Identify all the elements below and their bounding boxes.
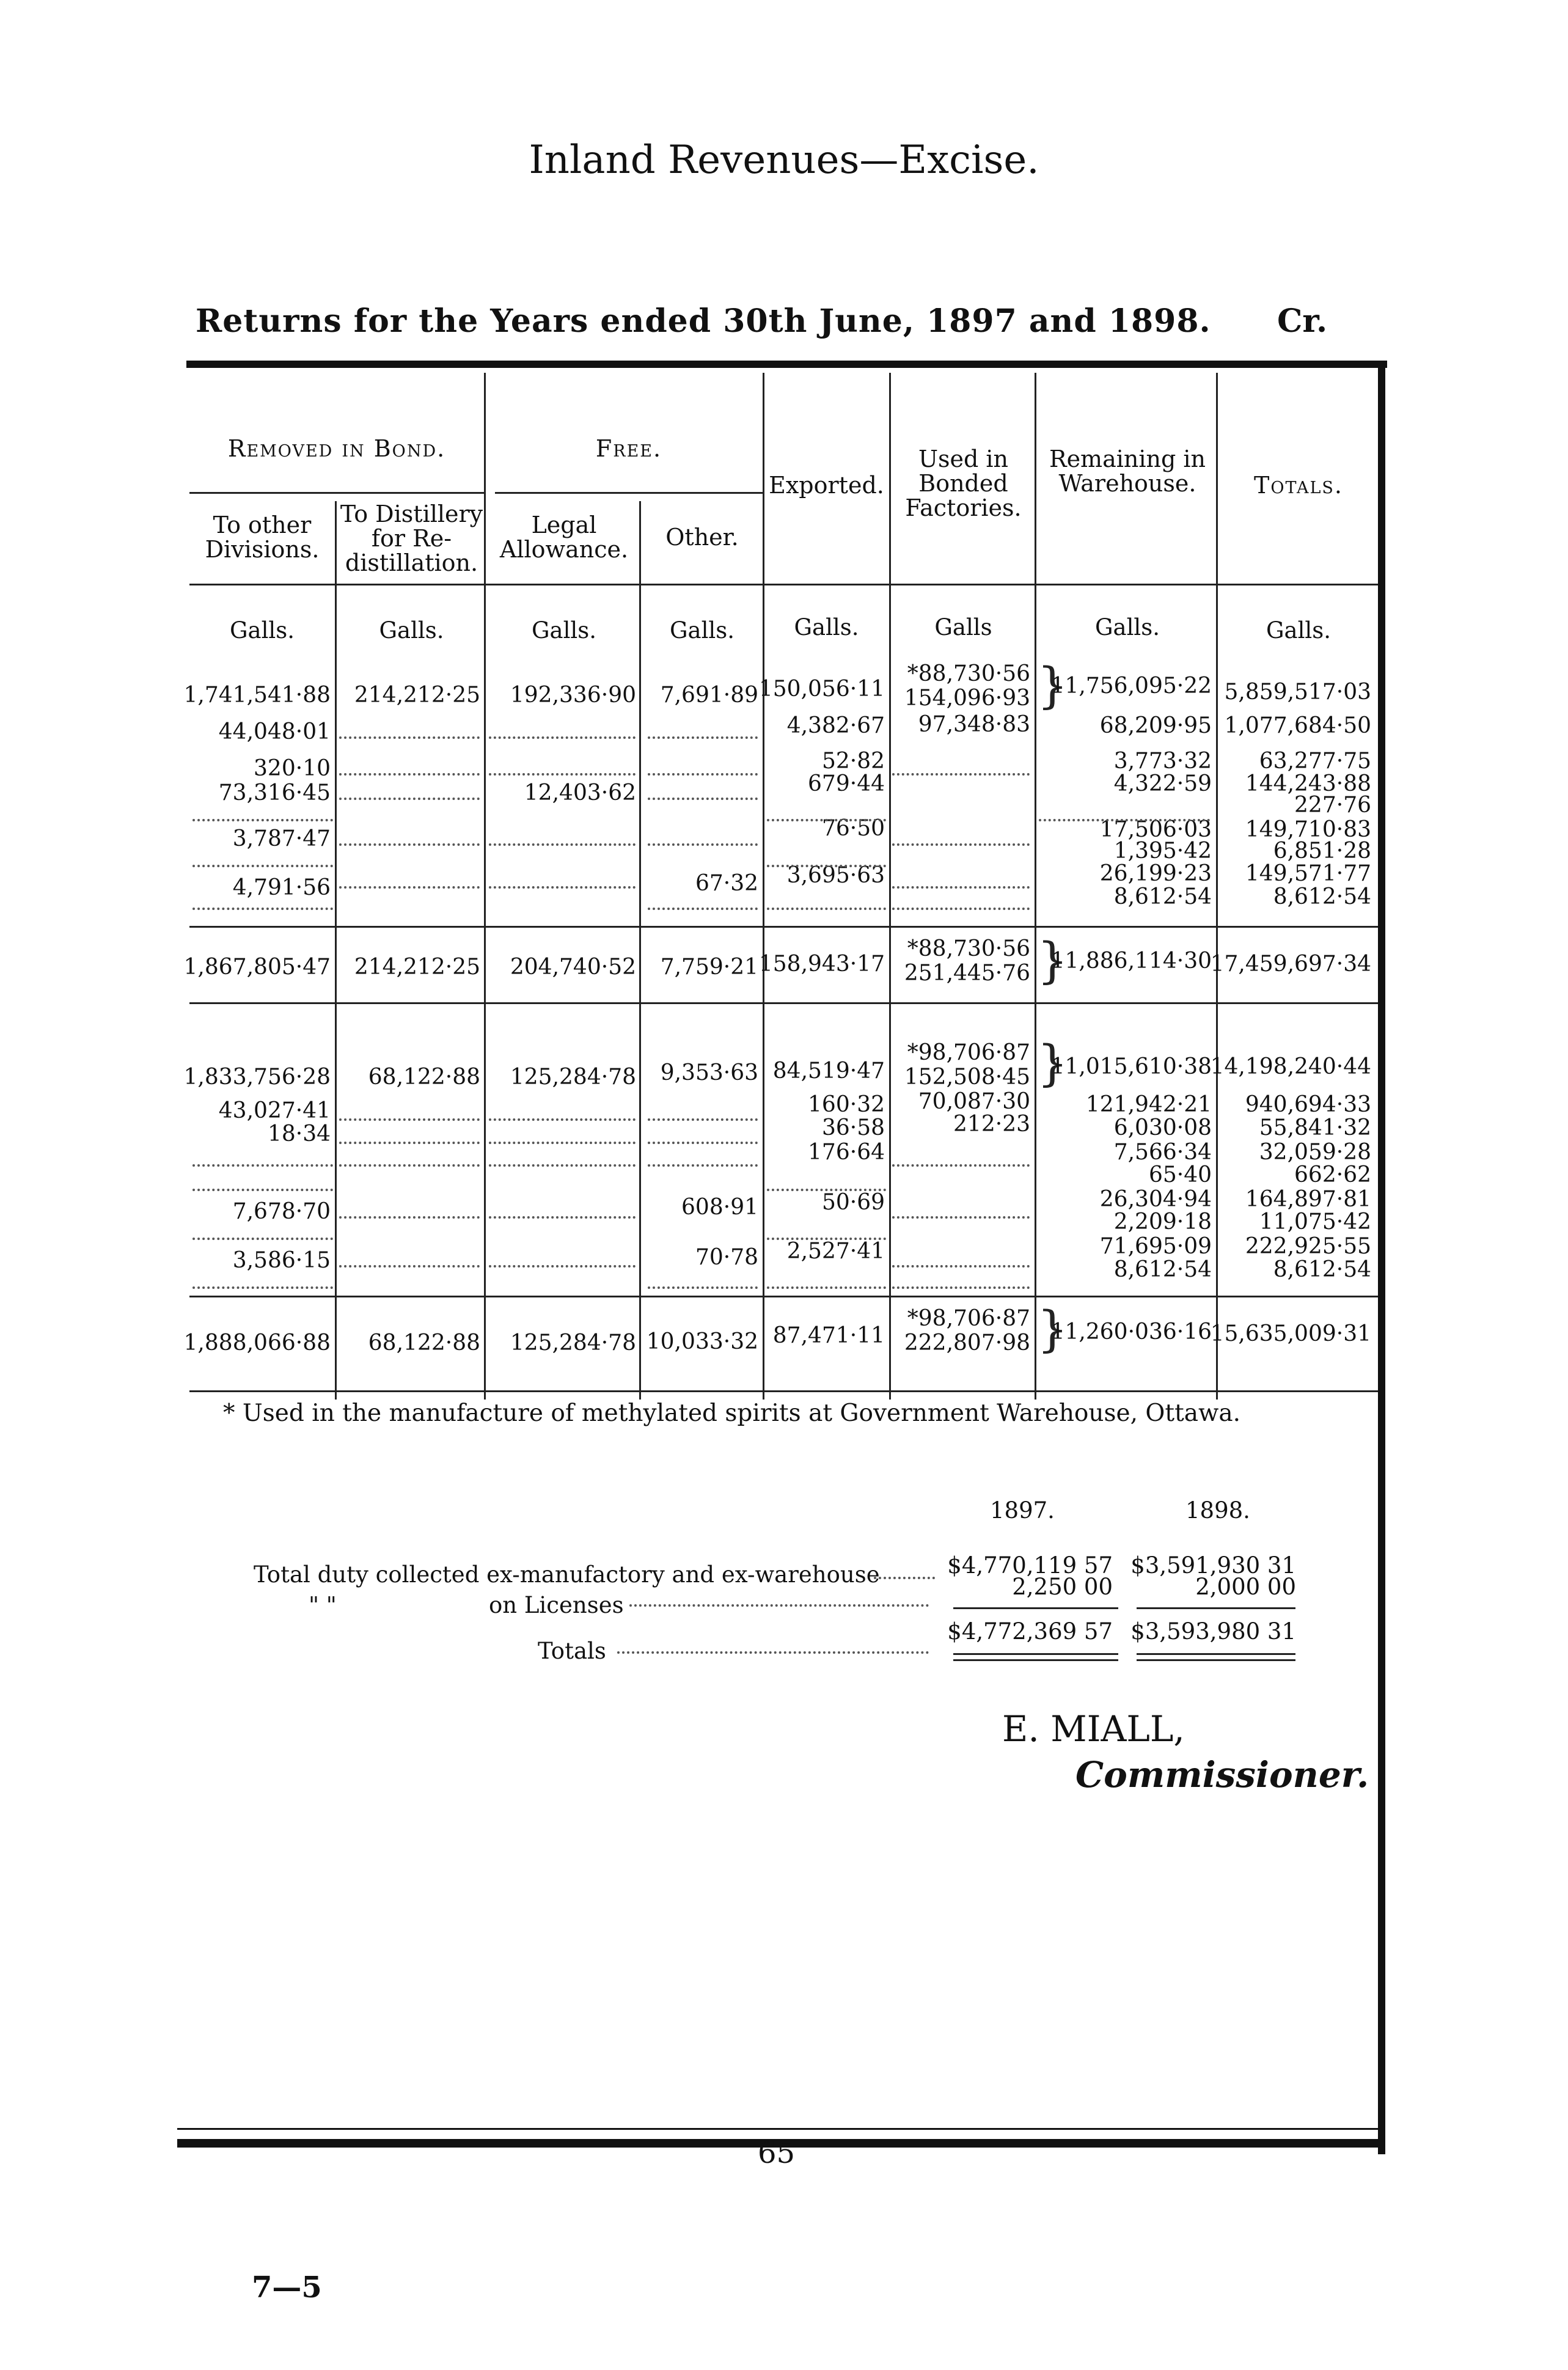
col-header-used-in-bonded-factories: Used in Bonded Factories. xyxy=(905,446,1022,521)
summary-total-1898: $3,593,980 31 xyxy=(1130,1618,1296,1645)
group-header-removed: Removed in Bond. xyxy=(227,435,446,462)
summary-total-1897: $4,772,369 57 xyxy=(947,1618,1113,1645)
leader-dots xyxy=(648,1164,758,1167)
table-cell: 18·34 xyxy=(267,1121,331,1146)
sheet-mark: 7—5 xyxy=(252,2270,322,2305)
table-cell: 154,096·93 xyxy=(904,686,1030,711)
summary-totals-label: Totals xyxy=(538,1638,606,1664)
col-header-totals: Totals. xyxy=(1253,472,1344,499)
column-rule xyxy=(763,373,764,1400)
leader-dots xyxy=(629,1604,929,1607)
table-total-cell: 1,888,066·88 xyxy=(183,1330,331,1356)
table-total-cell: 10,033·32 xyxy=(646,1329,758,1354)
column-rule xyxy=(639,501,641,1400)
col-header-to-other-divisions: To other Divisions. xyxy=(205,512,320,563)
table-cell: 6,030·08 xyxy=(1113,1115,1212,1140)
leader-dots xyxy=(339,1118,480,1121)
leader-dots xyxy=(892,773,1030,776)
leader-dots xyxy=(767,865,886,867)
unit-label: Galls. xyxy=(379,617,444,644)
group-rule xyxy=(189,492,484,494)
leader-dots xyxy=(339,1265,480,1268)
summary-year-1898: 1898. xyxy=(1185,1497,1250,1524)
table-cell: 7,691·89 xyxy=(660,683,758,708)
table-cell: 26,199·23 xyxy=(1099,861,1212,886)
leader-dots xyxy=(767,1238,886,1240)
table-total-cell: 222,807·98 xyxy=(904,1330,1030,1356)
table-cell: 8,612·54 xyxy=(1113,1257,1212,1282)
table-cell: 3,695·63 xyxy=(786,863,885,888)
unit-label: Galls xyxy=(934,614,992,640)
table-cell: 71,695·09 xyxy=(1099,1234,1212,1259)
table-cell: 68,122·88 xyxy=(368,1065,480,1090)
table-total-cell: 158,943·17 xyxy=(758,952,885,977)
table-total-cell: 11,886,114·30 xyxy=(1050,948,1212,974)
table-cell: 7,678·70 xyxy=(232,1199,331,1224)
leader-dots xyxy=(489,1118,636,1121)
summary-year-1897: 1897. xyxy=(990,1497,1055,1524)
table-total-cell: 214,212·25 xyxy=(354,955,480,980)
table-cell: 32,059·28 xyxy=(1259,1140,1371,1165)
leader-dots xyxy=(892,1286,1030,1289)
summary-line2-value-1897: 2,250 00 xyxy=(1012,1574,1113,1600)
table-total-cell: 1,867,805·47 xyxy=(183,955,331,980)
unit-label: Galls. xyxy=(1266,617,1332,644)
subtitle: Returns for the Years ended 30th June, 1897 and 1898. xyxy=(196,303,1211,340)
table-cell: 65·40 xyxy=(1148,1162,1212,1187)
table-total-cell: 7,759·21 xyxy=(660,955,758,980)
leader-dots xyxy=(489,843,636,846)
table-cell: 3,787·47 xyxy=(232,826,331,851)
brace-icon: } xyxy=(1037,1301,1068,1357)
table-cell: 192,336·90 xyxy=(510,683,636,708)
table-total-cell: 17,459,697·34 xyxy=(1210,952,1371,977)
table-cell: 26,304·94 xyxy=(1099,1187,1212,1212)
leader-dots xyxy=(489,1216,636,1219)
table-cell: 1,077,684·50 xyxy=(1224,713,1371,738)
table-cell: 14,198,240·44 xyxy=(1210,1054,1371,1079)
table-cell: 149,571·77 xyxy=(1245,861,1371,886)
table-cell: 43,027·41 xyxy=(218,1098,331,1123)
leader-dots xyxy=(648,773,758,776)
leader-dots xyxy=(339,1216,480,1219)
table-cell: 73,316·45 xyxy=(218,780,331,805)
leader-dots xyxy=(192,1286,333,1289)
leader-dots xyxy=(339,886,480,889)
brace-icon: } xyxy=(1037,657,1068,714)
block-rule xyxy=(189,1002,1378,1004)
leader-dots xyxy=(767,1286,886,1289)
leader-dots xyxy=(648,1286,758,1289)
leader-dots xyxy=(648,843,758,846)
table-cell: 121,942·21 xyxy=(1085,1092,1212,1117)
leader-dots xyxy=(339,1142,480,1144)
table-cell: *98,706·87 xyxy=(907,1040,1030,1065)
side-label: Cr. xyxy=(1277,303,1328,340)
table-bottom-rule-thin xyxy=(177,2128,1385,2130)
table-cell: 212·23 xyxy=(953,1112,1030,1137)
leader-dots xyxy=(892,1216,1030,1219)
table-total-cell: 251,445·76 xyxy=(904,961,1030,986)
leader-dots xyxy=(767,908,886,910)
column-rule xyxy=(335,501,337,1400)
sum-double-rule xyxy=(953,1659,1118,1661)
table-cell: 679·44 xyxy=(808,771,885,796)
table-cell: 11,015,610·38 xyxy=(1050,1054,1212,1079)
leader-dots xyxy=(339,736,480,739)
table-cell: 4,382·67 xyxy=(786,713,885,738)
table-total-cell: 87,471·11 xyxy=(772,1323,885,1348)
leader-dots xyxy=(648,1142,758,1144)
table-cell: 1,395·42 xyxy=(1113,838,1212,864)
col-header-other: Other. xyxy=(665,524,739,551)
leader-dots xyxy=(339,798,480,800)
leader-dots xyxy=(648,736,758,739)
summary-line1-value-1898: $3,591,930 31 xyxy=(1130,1552,1296,1579)
table-total-cell: 125,284·78 xyxy=(510,1330,636,1356)
sum-rule xyxy=(1137,1607,1295,1609)
table-total-cell: 11,260·036·16 xyxy=(1050,1319,1212,1345)
leader-dots xyxy=(892,886,1030,889)
table-total-cell: 68,122·88 xyxy=(368,1330,480,1356)
leader-dots xyxy=(339,843,480,846)
table-cell: 164,897·81 xyxy=(1245,1187,1371,1212)
table-total-cell: 204,740·52 xyxy=(510,955,636,980)
footnote-rule xyxy=(189,1390,1378,1392)
table-cell: 4,322·59 xyxy=(1113,771,1212,796)
summary-line2-value-1898: 2,000 00 xyxy=(1195,1574,1296,1600)
table-total-cell: *88,730·56 xyxy=(907,936,1030,961)
table-cell: 1,741,541·88 xyxy=(183,683,331,708)
col-header-remaining-in-warehouse: Remaining in Warehouse. xyxy=(1049,446,1206,497)
table-right-rule xyxy=(1378,361,1385,2154)
leader-dots xyxy=(489,1265,636,1268)
leader-dots xyxy=(339,1164,480,1167)
leader-dots xyxy=(648,798,758,800)
table-cell: 2,527·41 xyxy=(786,1239,885,1264)
table-cell: 12,403·62 xyxy=(524,780,636,805)
leader-dots xyxy=(192,819,333,821)
unit-label: Galls. xyxy=(531,617,597,644)
table-cell: 144,243·88 xyxy=(1245,771,1371,796)
table-cell: 176·64 xyxy=(808,1140,885,1165)
table-cell: 11,756,095·22 xyxy=(1050,673,1212,699)
table-cell: 1,833,756·28 xyxy=(183,1065,331,1090)
table-cell: 8,612·54 xyxy=(1113,884,1212,909)
summary-line1-value-1897: $4,770,119 57 xyxy=(947,1552,1113,1579)
table-cell: 5,859,517·03 xyxy=(1224,680,1371,705)
column-rule xyxy=(484,373,486,1400)
leader-dots xyxy=(648,1118,758,1121)
table-cell: 55,841·32 xyxy=(1259,1115,1371,1140)
leader-dots xyxy=(489,736,636,739)
table-cell: 150,056·11 xyxy=(758,677,885,702)
group-rule xyxy=(495,492,763,494)
table-cell: 68,209·95 xyxy=(1099,713,1212,738)
table-cell: 70·78 xyxy=(695,1245,758,1270)
table-top-rule xyxy=(186,361,1387,368)
table-cell: 97,348·83 xyxy=(918,712,1030,737)
leader-dots xyxy=(192,1238,333,1240)
table-cell: 3,586·15 xyxy=(232,1248,331,1273)
footnote: * Used in the manufacture of methylated spirits at Government Warehouse, Ottawa. xyxy=(223,1400,1241,1427)
table-cell: 52·82 xyxy=(821,749,885,774)
col-header-legal-allowance: Legal Allowance. xyxy=(499,512,629,563)
signature-name: E. MIALL, xyxy=(1002,1708,1185,1750)
table-cell: 44,048·01 xyxy=(218,719,331,744)
table-cell: 63,277·75 xyxy=(1259,749,1371,774)
leader-dots xyxy=(489,1142,636,1144)
sum-rule xyxy=(953,1607,1118,1609)
leader-dots xyxy=(767,1189,886,1191)
leader-dots xyxy=(192,1164,333,1167)
table-cell: 6,851·28 xyxy=(1273,838,1371,864)
leader-dots xyxy=(892,908,1030,910)
summary-ditto-marks: " " xyxy=(309,1592,337,1618)
column-rule xyxy=(1216,373,1218,1400)
unit-label: Galls. xyxy=(669,617,735,644)
leader-dots xyxy=(192,908,333,910)
column-rule xyxy=(889,373,891,1400)
sum-double-rule xyxy=(1137,1653,1295,1655)
table-cell: 17,506·03 xyxy=(1099,817,1212,842)
leader-dots xyxy=(874,1577,935,1579)
table-cell: 84,519·47 xyxy=(772,1058,885,1084)
table-total-cell: *98,706·87 xyxy=(907,1306,1030,1331)
table-cell: *88,730·56 xyxy=(907,661,1030,686)
unit-label: Galls. xyxy=(1094,614,1160,640)
table-cell: 2,209·18 xyxy=(1113,1209,1212,1235)
subtotal-rule-1898 xyxy=(189,1296,1378,1297)
table-cell: 3,773·32 xyxy=(1113,749,1212,774)
leader-dots xyxy=(489,1164,636,1167)
table-cell: 36·58 xyxy=(821,1115,885,1140)
col-header-to-distillery: To Distillery for Re-distillation. xyxy=(340,501,483,576)
table-cell: 320·10 xyxy=(254,756,331,781)
table-cell: 149,710·83 xyxy=(1245,817,1371,842)
subtotal-rule-1897 xyxy=(189,926,1378,928)
brace-icon: } xyxy=(1037,932,1068,989)
leader-dots xyxy=(892,1164,1030,1167)
page-title: Inland Revenues—Excise. xyxy=(529,138,1039,183)
header-rule xyxy=(189,584,1378,585)
table-total-cell: 15,635,009·31 xyxy=(1210,1321,1371,1346)
table-cell: 152,508·45 xyxy=(904,1065,1030,1090)
leader-dots xyxy=(767,819,886,821)
sum-double-rule xyxy=(953,1653,1118,1655)
table-cell: 7,566·34 xyxy=(1113,1140,1212,1165)
table-cell: 50·69 xyxy=(821,1190,885,1215)
unit-label: Galls. xyxy=(794,614,859,640)
table-cell: 8,612·54 xyxy=(1273,1257,1371,1282)
table-cell: 222,925·55 xyxy=(1245,1234,1371,1259)
leader-dots xyxy=(617,1651,929,1654)
leader-dots xyxy=(892,843,1030,846)
table-cell: 67·32 xyxy=(695,871,758,896)
leader-dots xyxy=(192,1189,333,1191)
leader-dots xyxy=(489,886,636,889)
table-cell: 4,791·56 xyxy=(232,875,331,900)
leader-dots xyxy=(192,865,333,867)
column-rule xyxy=(1035,373,1036,1400)
leader-dots xyxy=(489,773,636,776)
leader-dots xyxy=(892,1265,1030,1268)
table-cell: 940,694·33 xyxy=(1245,1092,1371,1117)
page-number: 65 xyxy=(758,2136,796,2170)
table-cell: 662·62 xyxy=(1294,1162,1371,1187)
table-cell: 125,284·78 xyxy=(510,1065,636,1090)
table-cell: 608·91 xyxy=(681,1195,758,1220)
table-cell: 11,075·42 xyxy=(1259,1209,1371,1235)
leader-dots xyxy=(648,908,758,910)
table-cell: 9,353·63 xyxy=(660,1060,758,1085)
leader-dots xyxy=(339,773,480,776)
unit-label: Galls. xyxy=(229,617,295,644)
table-cell: 70,087·30 xyxy=(918,1089,1030,1114)
brace-icon: } xyxy=(1037,1035,1068,1091)
table-cell: 160·32 xyxy=(808,1092,885,1117)
leader-dots xyxy=(1039,819,1210,821)
table-cell: 76·50 xyxy=(821,816,885,841)
group-header-free: Free. xyxy=(595,435,662,462)
signature-title: Commissioner. xyxy=(1075,1754,1369,1796)
summary-line1-label: Total duty collected ex-manufactory and ex-warehouse xyxy=(254,1561,880,1588)
col-header-exported: Exported. xyxy=(769,472,884,499)
table-cell: 214,212·25 xyxy=(354,683,480,708)
summary-line2-label: on Licenses xyxy=(489,1592,624,1618)
sum-double-rule xyxy=(1137,1659,1295,1661)
table-cell: 227·76 xyxy=(1294,793,1371,818)
table-cell: 8,612·54 xyxy=(1273,884,1371,909)
